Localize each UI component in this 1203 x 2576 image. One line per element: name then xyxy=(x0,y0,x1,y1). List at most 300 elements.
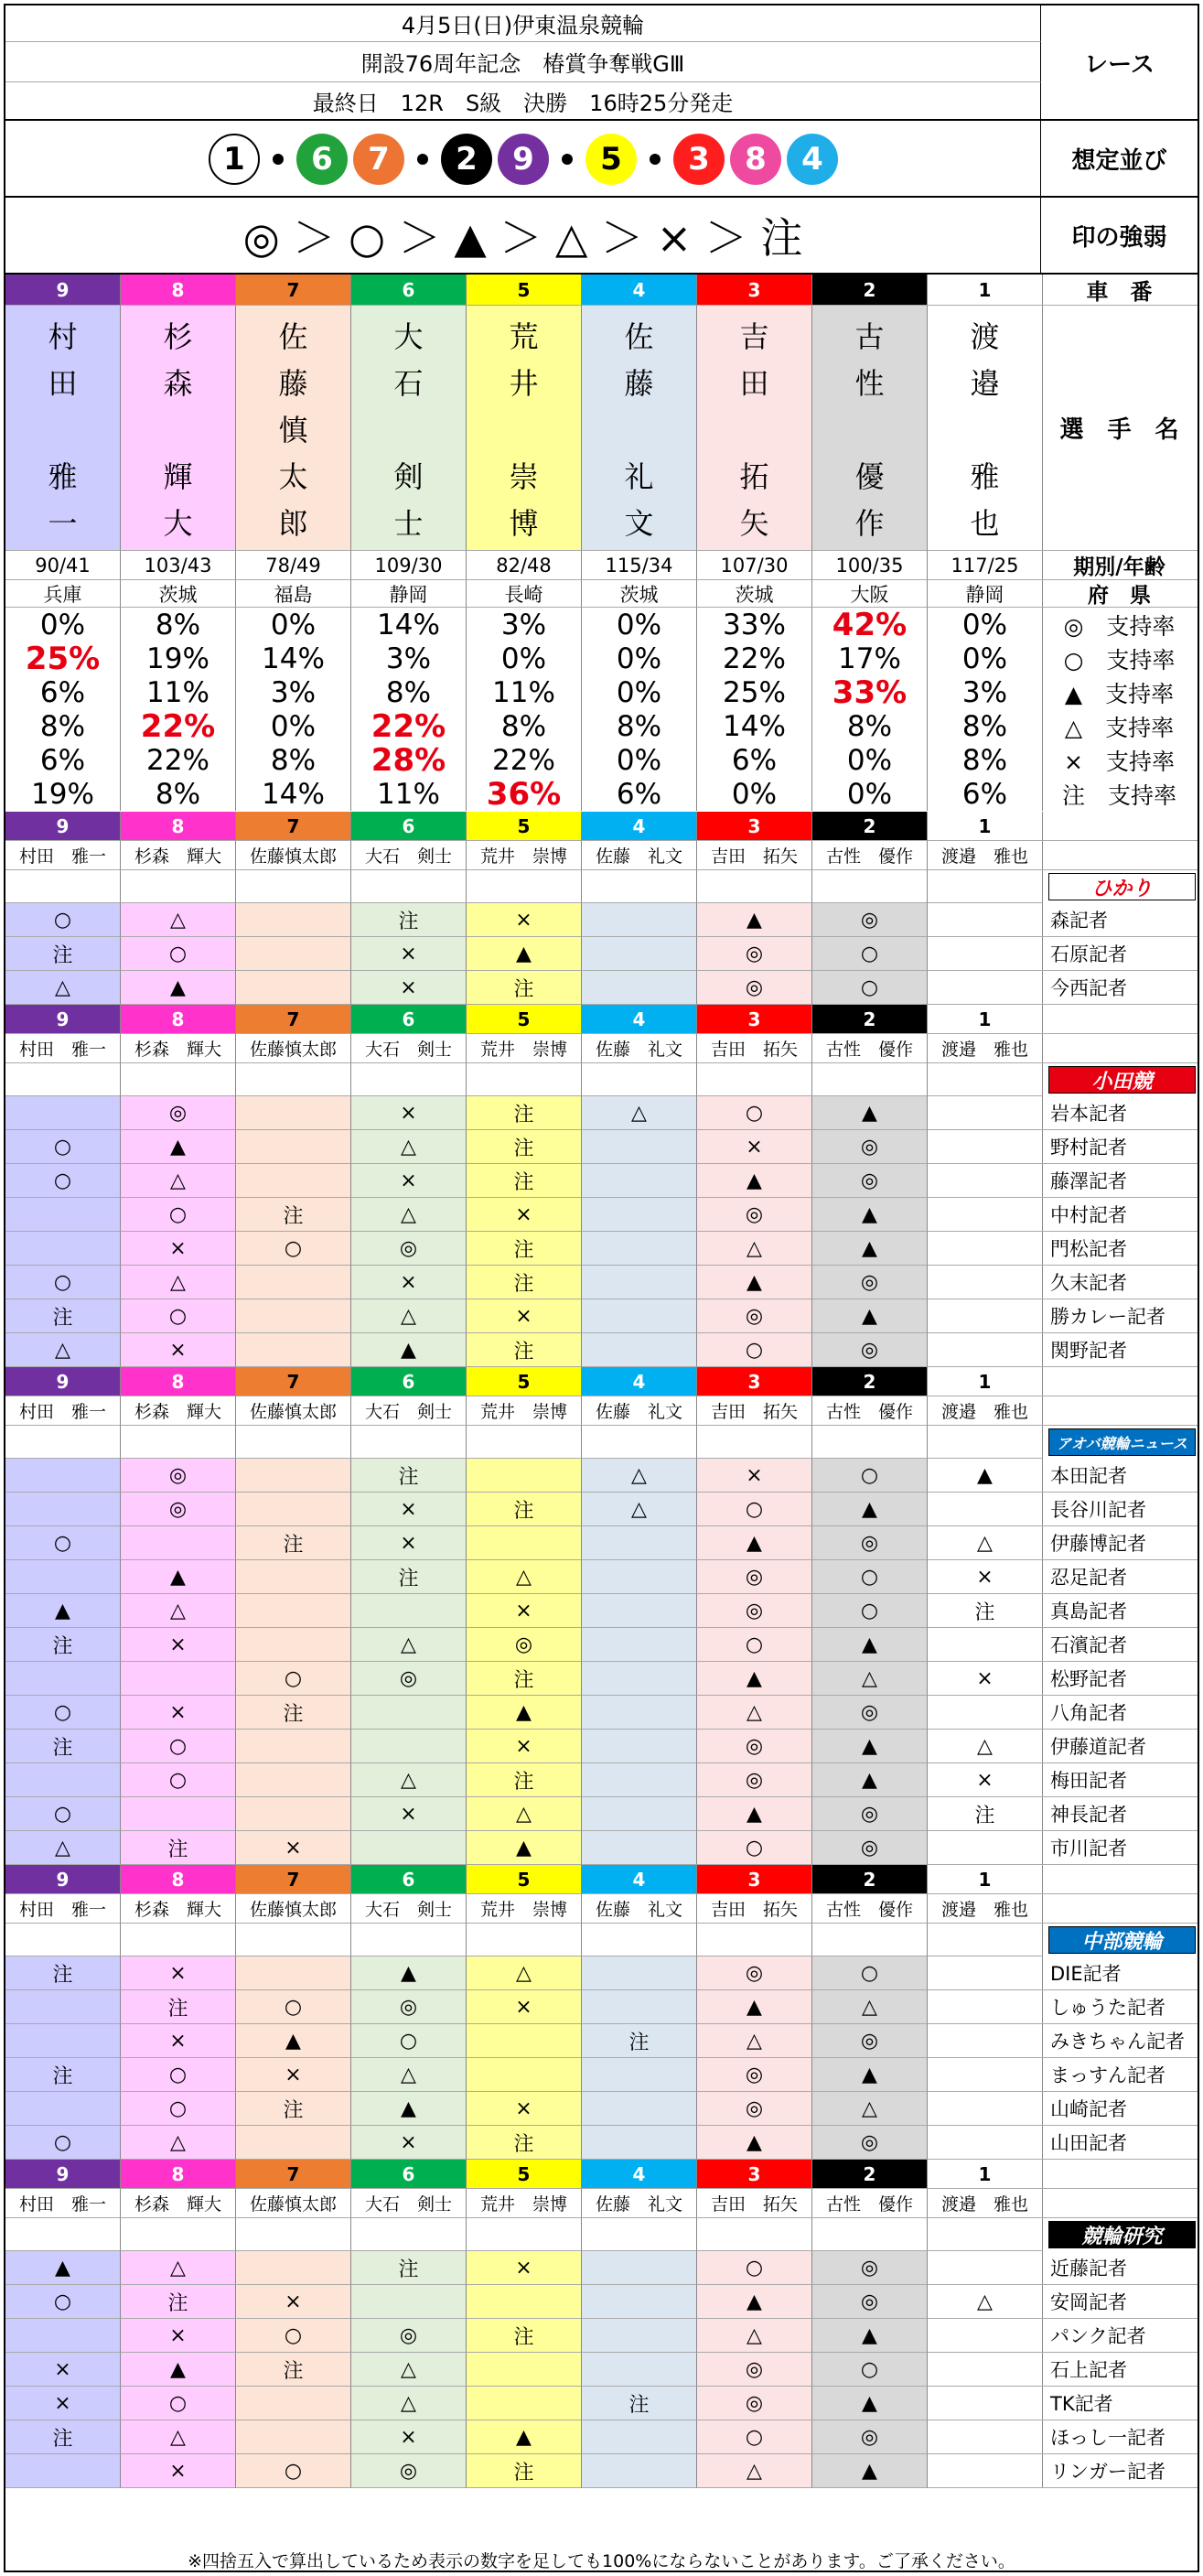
mark-cell xyxy=(5,1662,121,1696)
section-spacer xyxy=(351,870,467,903)
section-spacer xyxy=(236,1924,351,1956)
mark-cell: × xyxy=(236,1831,351,1865)
mark-cell xyxy=(928,903,1043,937)
mark-cell: 注 xyxy=(467,2454,582,2488)
section-rider-name: 村田 雅一 xyxy=(5,1034,121,1063)
mark-cell: × xyxy=(236,2058,351,2092)
support-rate-value: 0% xyxy=(236,709,351,743)
mark-cell xyxy=(928,1990,1043,2024)
mark-cell xyxy=(582,2058,697,2092)
section-rider-name: 佐藤 礼文 xyxy=(582,2189,697,2218)
mark-cell xyxy=(467,2024,582,2058)
mark-cell: 注 xyxy=(351,1560,467,1594)
mark-cell: ◎ xyxy=(121,1096,236,1130)
mark-cell xyxy=(236,1130,351,1164)
reporter-name: パンク記者 xyxy=(1041,2319,1198,2353)
mark-cell xyxy=(236,971,351,1005)
support-rate-value: 8% xyxy=(582,709,697,743)
mark-cell xyxy=(236,1096,351,1130)
rider-name-char: 井 xyxy=(509,365,539,401)
section-spacer xyxy=(928,2218,1043,2251)
mark-cell: ○ xyxy=(5,1526,121,1560)
section-spacer xyxy=(467,2218,582,2251)
mark-cell xyxy=(928,2251,1043,2285)
section-rider-name: 佐藤 礼文 xyxy=(582,841,697,870)
support-rate-value: 0% xyxy=(236,608,351,641)
support-rate-value: 0% xyxy=(697,777,812,811)
rider-name-3 xyxy=(697,306,812,551)
car-number-1: 1 xyxy=(928,275,1043,306)
rider-name-char: 性 xyxy=(854,365,885,401)
section-car-number: 8 xyxy=(121,1005,236,1034)
mark-cell xyxy=(582,2420,697,2454)
lineup-car-7: 7 xyxy=(353,134,404,185)
rider-name-char: 石 xyxy=(393,365,424,401)
mark-cell xyxy=(582,1696,697,1730)
rider-name-char: 大 xyxy=(163,505,193,541)
mark-cell: ▲ xyxy=(351,2092,467,2126)
mark-cell: ◎ xyxy=(812,2420,928,2454)
mark-cell xyxy=(582,971,697,1005)
mark-cell xyxy=(928,2353,1043,2387)
section-spacer xyxy=(5,1063,121,1096)
mark-cell: 注 xyxy=(351,1459,467,1493)
mark-cell xyxy=(928,1493,1043,1526)
reporter-name: 神長記者 xyxy=(1041,1797,1198,1831)
section-spacer xyxy=(351,1924,467,1956)
mark-cell: ▲ xyxy=(697,903,812,937)
support-rate-value: 11% xyxy=(121,675,236,709)
car-number-4: 4 xyxy=(582,275,697,306)
mark-cell: 注 xyxy=(5,1299,121,1333)
mark-cell: ○ xyxy=(812,1956,928,1990)
mark-cell: 注 xyxy=(351,903,467,937)
rider-name-char: 一 xyxy=(48,505,78,541)
mark-cell: ▲ xyxy=(467,937,582,971)
mark-cell: 注 xyxy=(236,1526,351,1560)
section-rider-name: 荒井 崇博 xyxy=(467,2189,582,2218)
section-banner: 競輪研究 xyxy=(1048,2221,1196,2248)
mark-cell xyxy=(928,1232,1043,1266)
section-blank xyxy=(1041,1034,1198,1063)
section-spacer xyxy=(5,1924,121,1956)
rider-name-char: 田 xyxy=(739,365,769,401)
rider-name-char: 拓 xyxy=(739,458,769,494)
section-rider-name: 佐藤慎太郎 xyxy=(236,1034,351,1063)
mark-cell: ▲ xyxy=(697,1797,812,1831)
lineup-separator xyxy=(650,154,661,165)
support-rate-label: 注 支持率 xyxy=(1061,781,1176,809)
mark-cell: ▲ xyxy=(121,1130,236,1164)
section-car-number: 2 xyxy=(812,1005,928,1034)
section-car-number: 7 xyxy=(236,1005,351,1034)
mark-cell: × xyxy=(467,1299,582,1333)
section-car-number: 1 xyxy=(928,1367,1043,1396)
car-number-7: 7 xyxy=(236,275,351,306)
section-spacer xyxy=(5,870,121,903)
mark-cell: △ xyxy=(121,2126,236,2160)
race-info: 最終日 12R S級 決勝 16時25分発走 xyxy=(5,82,1041,121)
rider-name-5 xyxy=(467,306,582,551)
rider-name-char: 雅 xyxy=(970,458,1000,494)
mark-cell xyxy=(582,1164,697,1198)
section-car-number: 1 xyxy=(928,1005,1043,1034)
mark-cell xyxy=(5,1232,121,1266)
rider-name-label: 選 手 名 xyxy=(1041,306,1198,551)
rider-name-char xyxy=(48,407,77,449)
rider-name-char: 大 xyxy=(393,318,424,354)
mark-cell: △ xyxy=(697,1232,812,1266)
mark-cell: × xyxy=(467,2092,582,2126)
reporter-name: 久末記者 xyxy=(1041,1266,1198,1299)
section-rider-name: 杉森 輝大 xyxy=(121,1034,236,1063)
rider-period-age: 107/30 xyxy=(697,551,812,580)
section-spacer xyxy=(812,2218,928,2251)
mark-cell: ◎ xyxy=(697,1956,812,1990)
mark-cell: × xyxy=(351,1164,467,1198)
mark-cell: × xyxy=(5,2387,121,2420)
support-rate-value: 0% xyxy=(582,641,697,675)
mark-cell xyxy=(582,1266,697,1299)
lineup-car-2: 2 xyxy=(441,134,492,185)
mark-cell: 注 xyxy=(467,2126,582,2160)
mark-cell xyxy=(582,2353,697,2387)
section-car-number: 3 xyxy=(697,1367,812,1396)
rider-period-age: 109/30 xyxy=(351,551,467,580)
mark-cell xyxy=(467,2353,582,2387)
section-spacer xyxy=(928,870,1043,903)
mark-cell: ◎ xyxy=(351,2454,467,2488)
mark-cell xyxy=(236,1266,351,1299)
section-spacer xyxy=(582,870,697,903)
section-rider-name: 吉田 拓矢 xyxy=(697,2189,812,2218)
mark-cell: △ xyxy=(5,971,121,1005)
rider-period-age: 103/43 xyxy=(121,551,236,580)
mark-cell: △ xyxy=(121,2420,236,2454)
section-spacer xyxy=(582,1924,697,1956)
reporter-name: 長谷川記者 xyxy=(1041,1493,1198,1526)
rider-name-char: 作 xyxy=(854,505,885,541)
section-rider-name: 杉森 輝大 xyxy=(121,1894,236,1924)
reporter-name: リンガー記者 xyxy=(1041,2454,1198,2488)
mark-cell: ▲ xyxy=(697,1164,812,1198)
support-rate-value: 42% xyxy=(812,608,928,641)
lineup-car-9: 9 xyxy=(498,134,549,185)
mark-cell: ○ xyxy=(697,2420,812,2454)
reporter-name: 真島記者 xyxy=(1041,1594,1198,1628)
mark-cell xyxy=(5,2319,121,2353)
mark-cell: △ xyxy=(928,1730,1043,1763)
mark-cell: ▲ xyxy=(121,971,236,1005)
section-blank xyxy=(1041,1396,1198,1426)
mark-cell: × xyxy=(697,1130,812,1164)
mark-cell: 注 xyxy=(467,1130,582,1164)
mark-cell xyxy=(236,1164,351,1198)
mark-cell: ○ xyxy=(812,971,928,1005)
mark-cell: ◎ xyxy=(697,1730,812,1763)
support-rate-value: 22% xyxy=(121,743,236,777)
rider-prefecture: 茨城 xyxy=(582,580,697,608)
support-rate-label: ◎ 支持率 xyxy=(1063,612,1176,640)
section-car-number: 9 xyxy=(5,1865,121,1894)
rider-name-char: 優 xyxy=(854,458,885,494)
mark-cell: △ xyxy=(928,1526,1043,1560)
mark-cell: × xyxy=(467,1730,582,1763)
mark-cell: × xyxy=(121,1696,236,1730)
mark-cell: × xyxy=(351,971,467,1005)
prefecture-label: 府 県 xyxy=(1041,580,1198,608)
support-rate-value: 8% xyxy=(928,709,1043,743)
mark-cell: × xyxy=(351,1526,467,1560)
section-car-number: 6 xyxy=(351,1005,467,1034)
mark-cell: ◎ xyxy=(812,1797,928,1831)
mark-cell: × xyxy=(928,1560,1043,1594)
section-rider-name: 杉森 輝大 xyxy=(121,841,236,870)
mark-cell: △ xyxy=(582,1096,697,1130)
mark-cell: 注 xyxy=(582,2024,697,2058)
support-rate-value: 17% xyxy=(812,641,928,675)
support-rate-value: 8% xyxy=(5,709,121,743)
mark-cell: ○ xyxy=(236,1662,351,1696)
reporter-name: みきちゃん記者 xyxy=(1041,2024,1198,2058)
section-spacer xyxy=(812,1426,928,1459)
mark-cell xyxy=(236,1763,351,1797)
rider-name-char: 郎 xyxy=(278,505,308,541)
mark-cell: ▲ xyxy=(467,1696,582,1730)
mark-cell xyxy=(582,903,697,937)
mark-order: ◎ ＞ ○ ＞ ▲ ＞ △ ＞ × ＞ 注 xyxy=(5,198,1041,275)
mark-cell: ▲ xyxy=(812,1096,928,1130)
mark-cell: 注 xyxy=(467,1164,582,1198)
mark-cell: 注 xyxy=(236,1696,351,1730)
mark-cell xyxy=(5,2092,121,2126)
rider-name-char xyxy=(739,407,768,449)
mark-cell: ◎ xyxy=(697,1299,812,1333)
mark-cell: ▲ xyxy=(812,1493,928,1526)
period-age-label: 期別/年齢 xyxy=(1041,551,1198,580)
mark-cell xyxy=(582,1797,697,1831)
mark-cell xyxy=(582,2319,697,2353)
mark-cell: ▲ xyxy=(812,2454,928,2488)
reporter-name: 勝カレー記者 xyxy=(1041,1299,1198,1333)
section-blank xyxy=(1041,2189,1198,2218)
support-rate-value: 3% xyxy=(467,608,582,641)
mark-cell: ○ xyxy=(697,1831,812,1865)
mark-cell: ▲ xyxy=(697,2285,812,2319)
mark-cell: ◎ xyxy=(467,1628,582,1662)
mark-cell xyxy=(5,1763,121,1797)
section-spacer xyxy=(236,1426,351,1459)
mark-cell: ○ xyxy=(236,1232,351,1266)
mark-cell: 注 xyxy=(467,2319,582,2353)
mark-cell: ▲ xyxy=(812,1628,928,1662)
mark-cell: ◎ xyxy=(697,2353,812,2387)
mark-cell: △ xyxy=(351,2058,467,2092)
mark-cell: △ xyxy=(467,1560,582,1594)
mark-cell: × xyxy=(467,903,582,937)
section-spacer xyxy=(582,1426,697,1459)
mark-cell xyxy=(928,2454,1043,2488)
race-title: 開設76周年記念 椿賞争奪戦GⅢ xyxy=(5,42,1041,82)
mark-cell xyxy=(928,1696,1043,1730)
mark-cell xyxy=(121,1526,236,1560)
mark-cell: × xyxy=(351,2420,467,2454)
rider-name-char: 也 xyxy=(970,505,1000,541)
mark-cell: 注 xyxy=(5,1730,121,1763)
section-car-number: 4 xyxy=(582,1865,697,1894)
rider-name-char xyxy=(854,407,884,449)
mark-cell: △ xyxy=(5,1831,121,1865)
support-rate-value: 22% xyxy=(121,709,236,743)
mark-cell: ▲ xyxy=(697,1266,812,1299)
reporter-name: 石上記者 xyxy=(1041,2353,1198,2387)
mark-cell xyxy=(928,2092,1043,2126)
section-rider-name: 佐藤 礼文 xyxy=(582,1034,697,1063)
rider-name-char xyxy=(624,407,653,449)
mark-cell xyxy=(5,1493,121,1526)
mark-cell xyxy=(236,1730,351,1763)
mark-cell: ○ xyxy=(812,2353,928,2387)
reporter-name: DIE記者 xyxy=(1041,1956,1198,1990)
rider-name-4 xyxy=(582,306,697,551)
mark-cell: △ xyxy=(697,1696,812,1730)
section-car-number: 7 xyxy=(236,812,351,841)
mark-cell: ○ xyxy=(812,1594,928,1628)
mark-cell xyxy=(582,1763,697,1797)
mark-cell: △ xyxy=(812,1990,928,2024)
rider-prefecture: 福島 xyxy=(236,580,351,608)
support-rate-value: 6% xyxy=(5,743,121,777)
mark-cell xyxy=(582,1662,697,1696)
lineup-car-8: 8 xyxy=(730,134,781,185)
mark-cell xyxy=(582,2454,697,2488)
mark-cell xyxy=(928,1333,1043,1367)
mark-cell xyxy=(236,1333,351,1367)
mark-cell: ◎ xyxy=(812,2024,928,2058)
mark-cell: ◎ xyxy=(697,1560,812,1594)
car-number-6: 6 xyxy=(351,275,467,306)
rider-name-char: 杉 xyxy=(163,318,193,354)
rider-prefecture: 長崎 xyxy=(467,580,582,608)
mark-cell: ○ xyxy=(812,1560,928,1594)
mark-cell: × xyxy=(351,1797,467,1831)
section-spacer xyxy=(121,1063,236,1096)
rider-period-age: 82/48 xyxy=(467,551,582,580)
mark-cell: ○ xyxy=(121,937,236,971)
section-banner: アオバ競輪ニュース xyxy=(1048,1428,1196,1456)
mark-cell: × xyxy=(121,1232,236,1266)
mark-cell xyxy=(582,1956,697,1990)
lineup-label: 想定並び xyxy=(1041,121,1198,198)
mark-cell: × xyxy=(351,1266,467,1299)
mark-cell: △ xyxy=(351,2387,467,2420)
section-blank xyxy=(1041,2160,1198,2189)
section-car-number: 2 xyxy=(812,1865,928,1894)
reporter-name: 伊藤博記者 xyxy=(1041,1526,1198,1560)
section-banner: ひかり xyxy=(1048,873,1196,900)
section-car-number: 4 xyxy=(582,1367,697,1396)
mark-cell: △ xyxy=(121,903,236,937)
mark-cell xyxy=(236,2387,351,2420)
mark-cell xyxy=(351,1831,467,1865)
mark-cell xyxy=(467,2058,582,2092)
rider-prefecture: 静岡 xyxy=(351,580,467,608)
mark-cell: ◎ xyxy=(812,1526,928,1560)
mark-cell: ◎ xyxy=(351,1232,467,1266)
lineup-car-1: 1 xyxy=(209,134,260,185)
lineup-area xyxy=(5,121,1041,198)
section-blank xyxy=(1041,1005,1198,1034)
rider-period-age: 90/41 xyxy=(5,551,121,580)
mark-cell xyxy=(236,1628,351,1662)
mark-cell xyxy=(5,2024,121,2058)
mark-cell: 注 xyxy=(236,2353,351,2387)
rider-name-char: 博 xyxy=(509,505,539,541)
rider-period-age: 115/34 xyxy=(582,551,697,580)
mark-cell xyxy=(928,1956,1043,1990)
section-rider-name: 渡邉 雅也 xyxy=(928,1034,1043,1063)
section-rider-name: 村田 雅一 xyxy=(5,1894,121,1924)
section-rider-name: 古性 優作 xyxy=(812,841,928,870)
section-car-number: 4 xyxy=(582,2160,697,2189)
mark-cell: ◎ xyxy=(697,2092,812,2126)
section-spacer xyxy=(697,2218,812,2251)
section-rider-name: 荒井 崇博 xyxy=(467,1034,582,1063)
mark-cell: △ xyxy=(467,1797,582,1831)
mark-cell xyxy=(467,2387,582,2420)
section-rider-name: 村田 雅一 xyxy=(5,2189,121,2218)
section-rider-name: 渡邉 雅也 xyxy=(928,1396,1043,1426)
mark-cell: × xyxy=(5,2353,121,2387)
support-rate-value: 6% xyxy=(5,675,121,709)
section-spacer xyxy=(5,1426,121,1459)
section-rider-name: 村田 雅一 xyxy=(5,1396,121,1426)
section-spacer xyxy=(236,870,351,903)
mark-cell: ◎ xyxy=(812,2285,928,2319)
section-rider-name: 吉田 拓矢 xyxy=(697,841,812,870)
section-car-number: 9 xyxy=(5,812,121,841)
rider-name-char: 吉 xyxy=(739,318,769,354)
section-rider-name: 佐藤慎太郎 xyxy=(236,1894,351,1924)
support-rate-value: 8% xyxy=(121,777,236,811)
section-spacer xyxy=(812,1924,928,1956)
mark-cell xyxy=(928,1266,1043,1299)
mark-cell xyxy=(351,1730,467,1763)
section-rider-name: 大石 剣士 xyxy=(351,2189,467,2218)
support-rate-value: 14% xyxy=(236,777,351,811)
support-rate-value: 22% xyxy=(697,641,812,675)
reporter-name: 中村記者 xyxy=(1041,1198,1198,1232)
mark-cell xyxy=(351,1594,467,1628)
reporter-name: しゅうた記者 xyxy=(1041,1990,1198,2024)
mark-cell: 注 xyxy=(467,1493,582,1526)
mark-cell xyxy=(582,1526,697,1560)
mark-cell: ○ xyxy=(697,1333,812,1367)
mark-cell: ▲ xyxy=(697,2126,812,2160)
mark-cell: ○ xyxy=(5,2126,121,2160)
mark-cell xyxy=(928,2319,1043,2353)
support-rate-value: 8% xyxy=(812,709,928,743)
support-rate-value: 25% xyxy=(5,641,121,675)
mark-cell xyxy=(236,2251,351,2285)
mark-cell: △ xyxy=(351,2353,467,2387)
mark-cell: 注 xyxy=(467,1096,582,1130)
rider-period-age: 78/49 xyxy=(236,551,351,580)
support-rate-value: 0% xyxy=(467,641,582,675)
section-spacer xyxy=(121,1924,236,1956)
support-rate-value: 33% xyxy=(812,675,928,709)
section-rider-name: 吉田 拓矢 xyxy=(697,1034,812,1063)
